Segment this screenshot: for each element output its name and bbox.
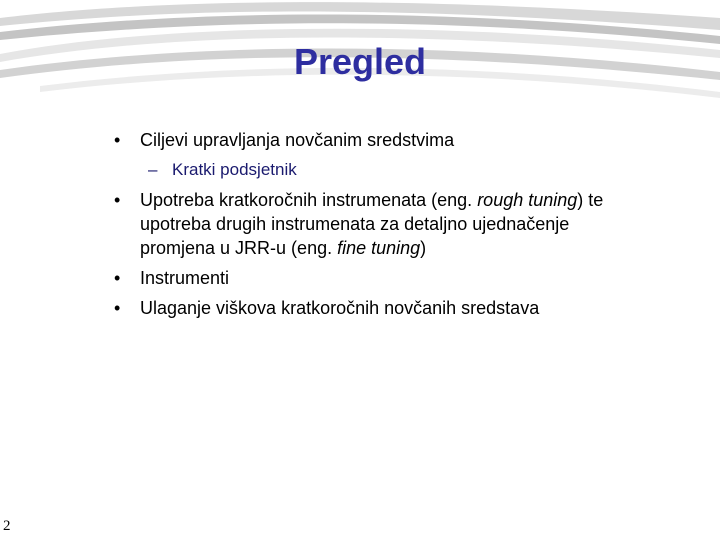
bullet-item: • Ciljevi upravljanja novčanim sredstvima — [112, 128, 612, 152]
bullet-item: • Ulaganje viškova kratkoročnih novčanih sredstava — [112, 296, 612, 320]
bullet-text: ) te upotreba drugih instrumenata za detaljno ujednačenje promjena u JRR-u (eng. — [140, 190, 604, 258]
slide-title: Pregled — [293, 41, 427, 82]
bullet-text-italic: rough tuning — [477, 190, 578, 210]
bullet-text-italic: fine tuning — [337, 238, 421, 258]
bullet-list — [112, 128, 612, 320]
bullet-text: Upotreba kratkoročnih instrumenata (eng. — [140, 190, 478, 210]
bullet-item — [112, 188, 612, 260]
slide-number: 2 — [3, 518, 11, 534]
bullet-item: • Instrumenti — [112, 266, 612, 290]
bullet-text: ) — [420, 238, 427, 258]
sub-bullet-item: – Kratki podsjetnik — [112, 158, 612, 182]
